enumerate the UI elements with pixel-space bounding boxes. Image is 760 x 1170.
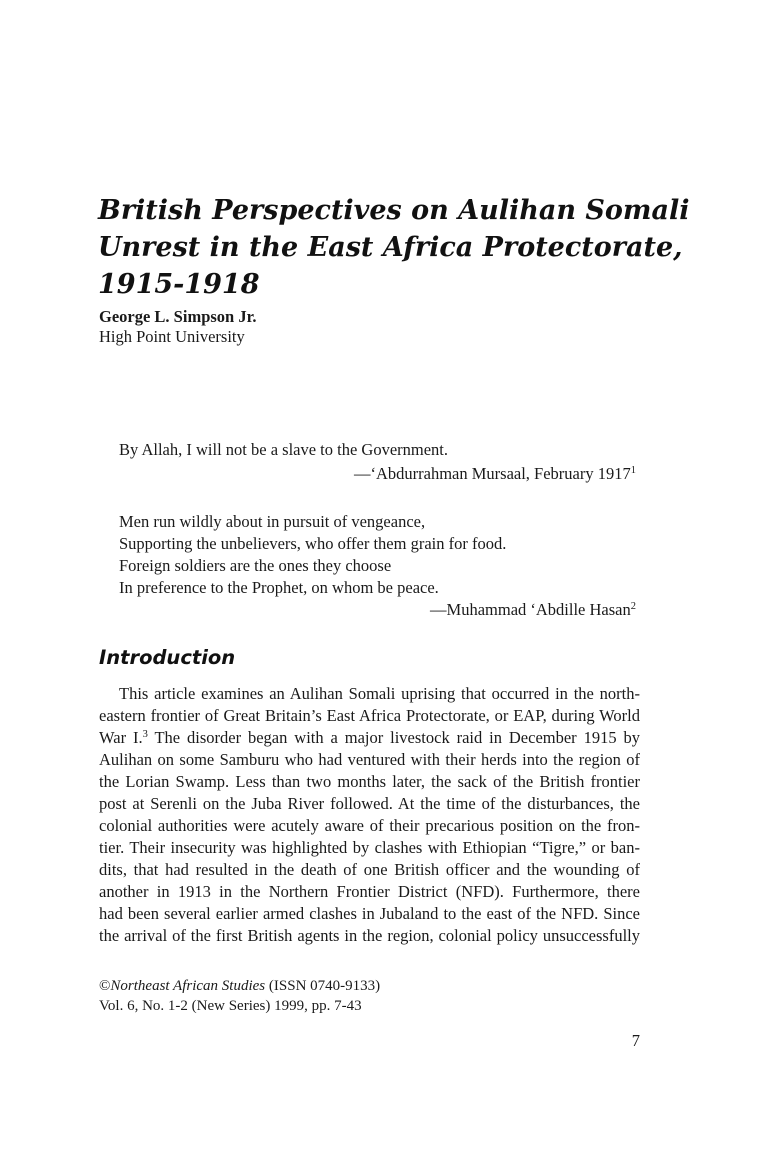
epigraph-1-quote: By Allah, I will not be a slave to the Government.: [119, 440, 449, 459]
body-line: eastern frontier of Great Britain’s East Africa Protectorate, or EAP, during World: [99, 706, 640, 725]
body-line: another in 1913 in the Northern Frontier District (NFD). Furthermore, there: [99, 882, 640, 901]
body-line: colonial authorities were acutely aware of their precarious position on the fron-: [99, 816, 640, 835]
epigraph-1-attribution: —‘Abdurrahman Mursaal, February 1917$^1$: [353, 464, 636, 483]
title-line-2: Unrest in the East Africa Protectorate,: [98, 232, 683, 263]
journal-citation: ©Northeast African Studies (ISSN 0740-9133): [99, 978, 381, 994]
epigraph-2-attribution: —Muhammad ‘Abdille Hasan$^2$: [430, 600, 636, 619]
body-line: the arrival of the first British agents in the region, colonial policy unsuccessfully: [99, 926, 640, 945]
body-line: War I.$^3$ The disorder began with a major livestock raid in December 1915 by: [99, 728, 640, 747]
page-number: 7: [631, 1031, 640, 1050]
footnote-ref-2[interactable]: 2: [630, 601, 636, 613]
epigraph-2-line: In preference to the Prophet, on whom be peace.: [119, 578, 439, 597]
journal-name: Northeast African Studies: [110, 978, 266, 994]
body-line: This article examines an Aulihan Somali uprising that occurred in the north-: [119, 684, 640, 703]
body-line: post at Serenli on the Juba River followed. At the time of the disturbances, the: [99, 794, 640, 813]
body-line: the Lorian Swamp. Less than two months later, the sack of the British frontier: [99, 772, 640, 791]
epigraph-2-line: Men run wildly about in pursuit of vengeance,: [119, 512, 426, 531]
body-line: tier. Their insecurity was highlighted by clashes with Ethiopian “Tigre,” or ban-: [99, 838, 640, 857]
section-heading-introduction: Introduction: [99, 646, 236, 669]
body-line: dits, that had resulted in the death of one British officer and the wounding of: [99, 860, 640, 879]
body-line: Aulihan on some Samburu who had ventured with their herds into the region of: [99, 750, 640, 769]
epigraph-2-line: Supporting the unbelievers, who offer them grain for food.: [119, 534, 507, 553]
footnote-ref-3[interactable]: 3: [142, 729, 148, 741]
footnote-ref-1[interactable]: 1: [630, 465, 636, 477]
title-line-1: British Perspectives on Aulihan Somali: [98, 195, 690, 226]
volume-citation: Vol. 6, No. 1-2 (New Series) 1999, pp. 7-43: [99, 998, 362, 1014]
body-line: had been several earlier armed clashes in Jubaland to the east of the NFD. Since: [99, 904, 640, 923]
author-name: George L. Simpson Jr.: [99, 307, 257, 326]
title-line-3: 1915-1918: [98, 269, 260, 300]
epigraph-2-line: Foreign soldiers are the ones they choose: [119, 556, 392, 575]
author-affiliation: High Point University: [99, 327, 245, 346]
article-title: [98, 192, 698, 303]
